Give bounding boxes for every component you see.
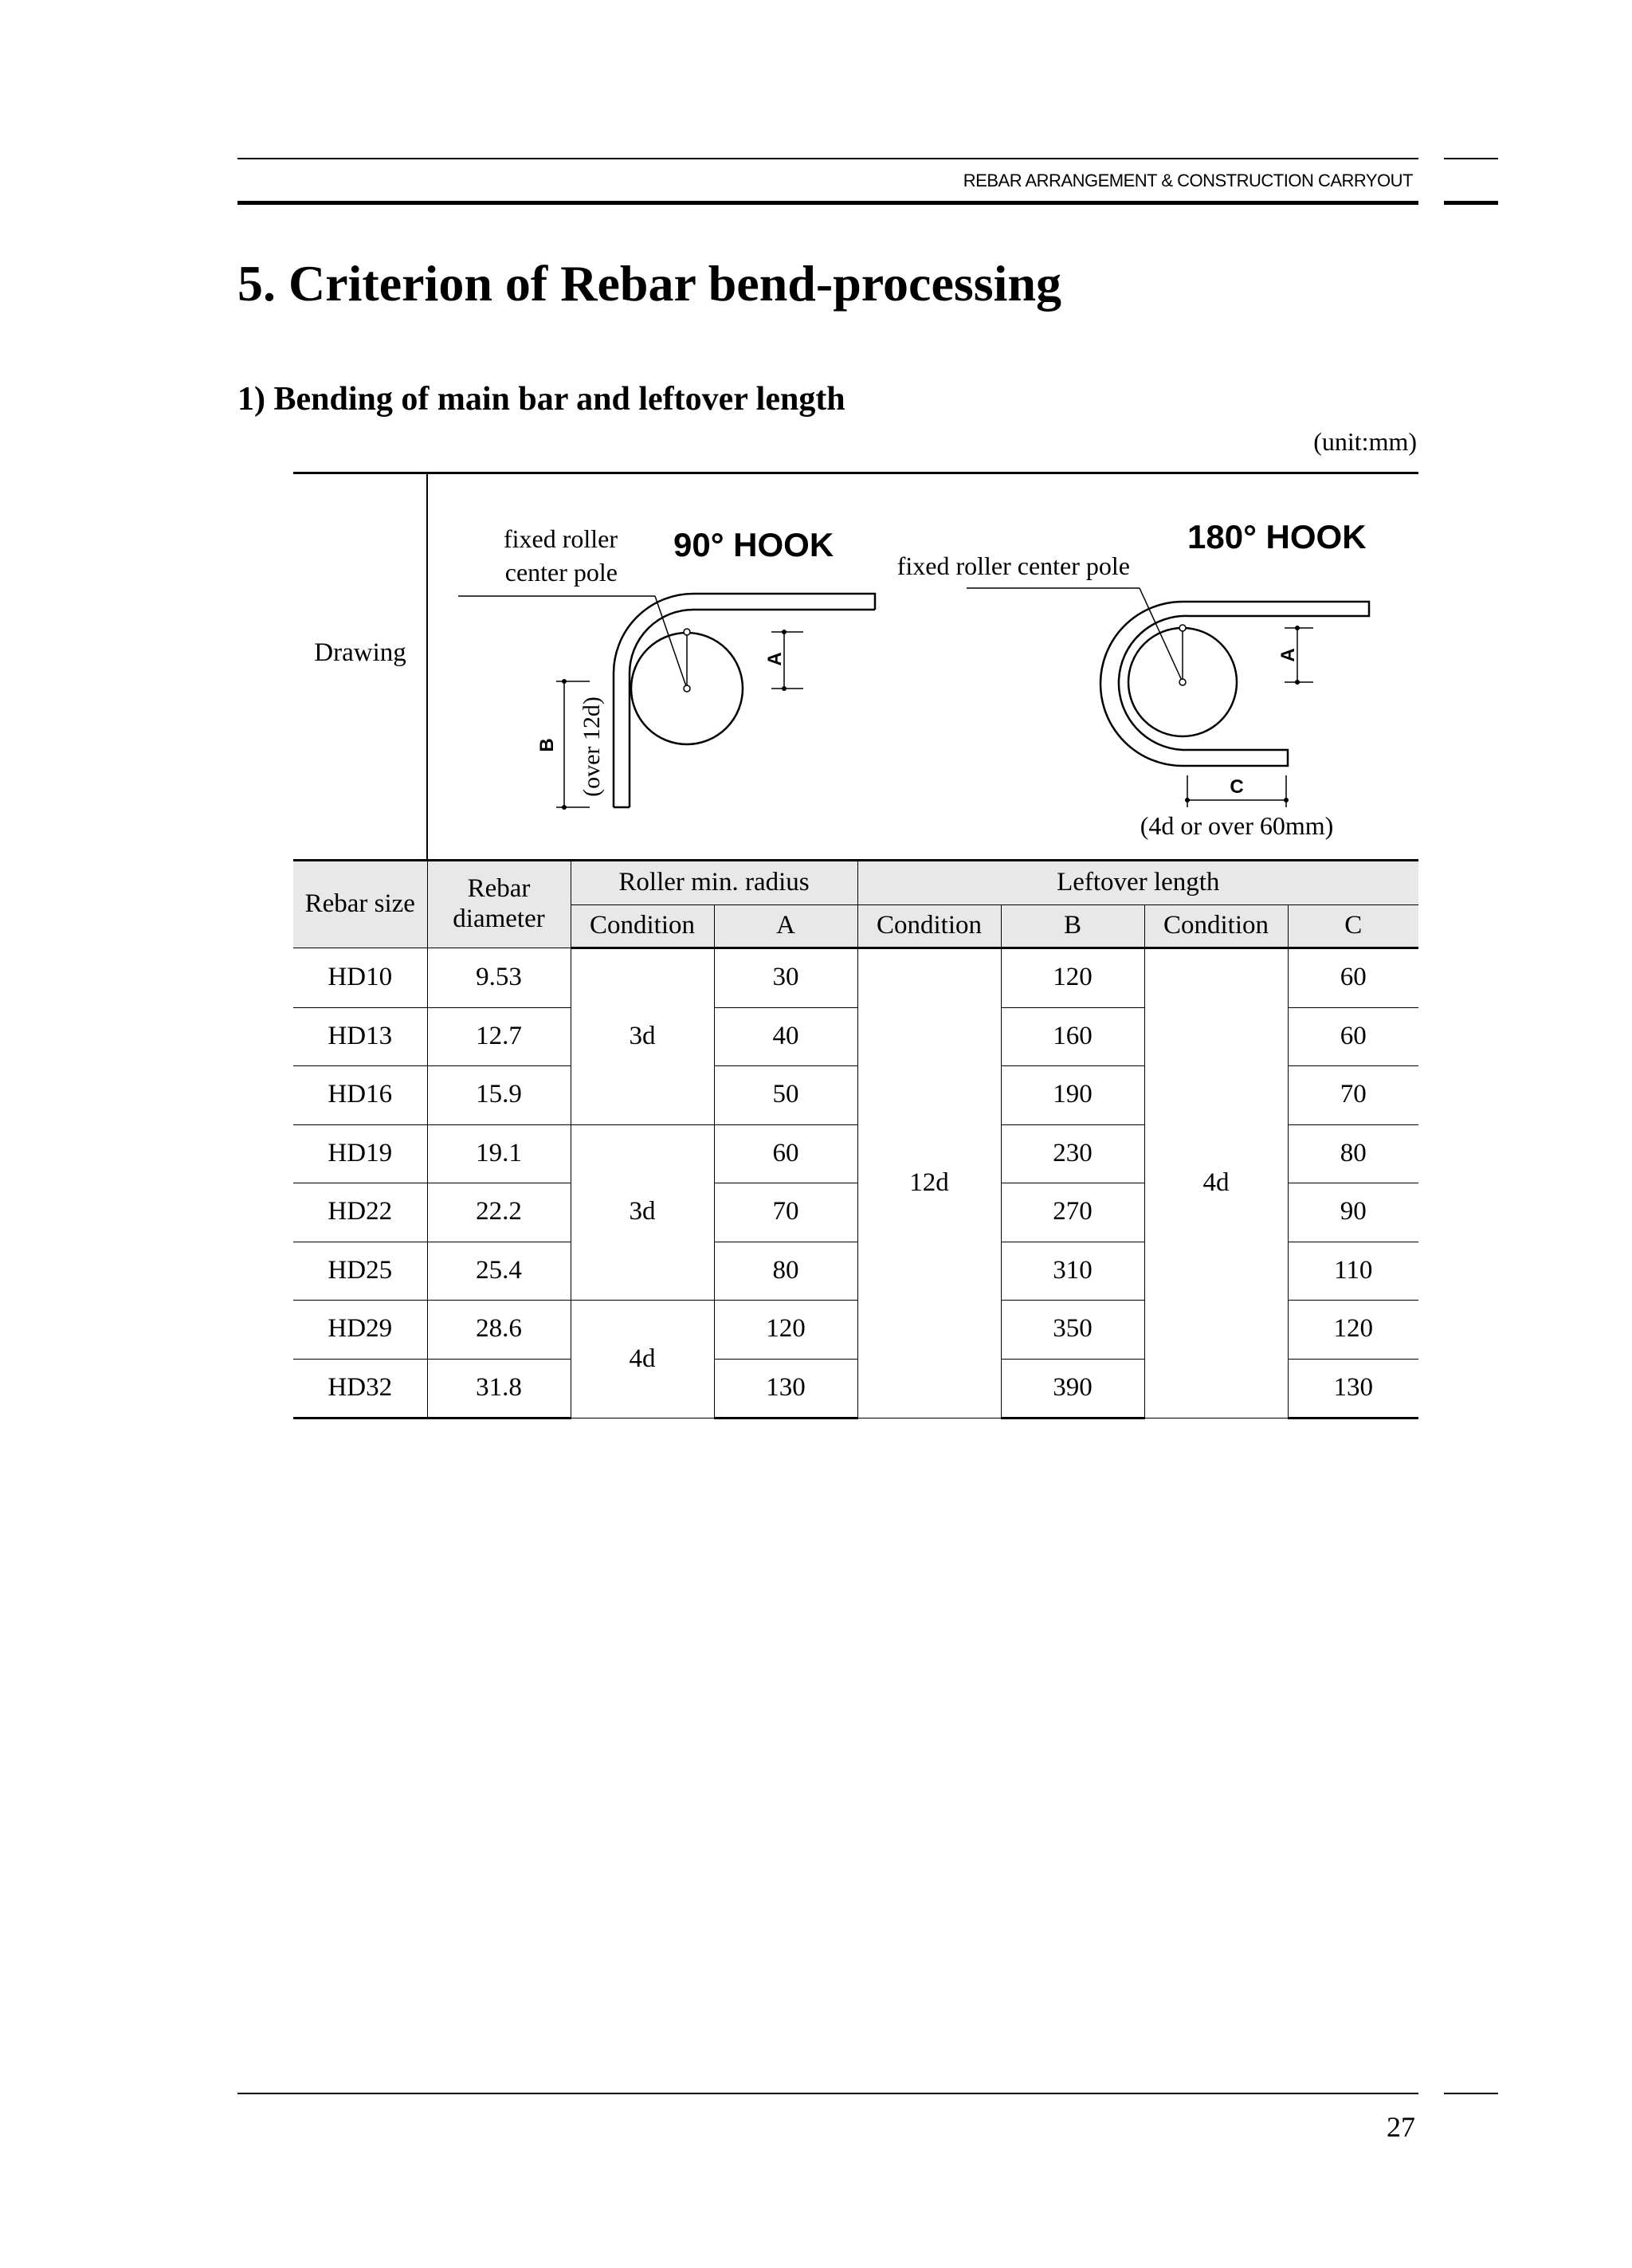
cell-roller-condition: 3d — [571, 948, 714, 1125]
hook-diagrams — [293, 474, 1418, 863]
hook-90-dim-b-label: B — [536, 738, 558, 752]
header-roller-min-radius: Roller min. radius — [571, 861, 857, 905]
footer-rule — [237, 2093, 1418, 2094]
cell-diameter: 31.8 — [427, 1359, 571, 1418]
cell-a: 70 — [714, 1183, 857, 1242]
hook-90-bar-inner — [630, 610, 875, 807]
cell-size: HD32 — [293, 1359, 427, 1418]
cell-b: 230 — [1001, 1124, 1144, 1183]
cell-size: HD19 — [293, 1124, 427, 1183]
cell-diameter: 15.9 — [427, 1066, 571, 1125]
hook-90-bar-outer — [614, 594, 875, 807]
cell-diameter: 12.7 — [427, 1007, 571, 1066]
header-leftover-length: Leftover length — [857, 861, 1418, 905]
cell-a: 80 — [714, 1242, 857, 1301]
cell-size: HD22 — [293, 1183, 427, 1242]
cell-c: 130 — [1288, 1359, 1418, 1418]
table-row — [293, 948, 1418, 1008]
cell-a: 120 — [714, 1301, 857, 1360]
cell-a: 40 — [714, 1007, 857, 1066]
hook-90-pole-label-line2: center pole — [504, 558, 618, 587]
header-rule-thick — [237, 201, 1418, 205]
cell-diameter: 25.4 — [427, 1242, 571, 1301]
cell-c: 120 — [1288, 1301, 1418, 1360]
header-rule-thin — [237, 158, 1418, 159]
hook-90-title: 90° HOOK — [673, 526, 834, 563]
cell-diameter: 28.6 — [427, 1301, 571, 1360]
cell-size: HD25 — [293, 1242, 427, 1301]
cell-size: HD10 — [293, 948, 427, 1008]
hook-90-diagram — [458, 594, 875, 807]
cell-diameter: 22.2 — [427, 1183, 571, 1242]
cell-b: 160 — [1001, 1007, 1144, 1066]
cell-c: 60 — [1288, 1007, 1418, 1066]
header-rebar-diameter — [427, 861, 571, 948]
hook-90-pole-label-line1: fixed roller — [503, 524, 618, 553]
cell-c: 110 — [1288, 1242, 1418, 1301]
cell-b: 270 — [1001, 1183, 1144, 1242]
section-title: 1) Bending of main bar and leftover length — [237, 381, 845, 418]
hook-180-diagram — [967, 588, 1369, 807]
drawing-row-label: Drawing — [314, 638, 406, 667]
header-c: C — [1288, 905, 1418, 948]
hook-180-dim-a-label: A — [1277, 648, 1299, 662]
hook-180-dim-c-note: (4d or over 60mm) — [1140, 811, 1334, 840]
header-rule-thin-margin — [1444, 158, 1498, 159]
cell-size: HD29 — [293, 1301, 427, 1360]
rebar-bend-table — [293, 859, 1418, 1419]
unit-note: (unit:mm) — [1313, 427, 1417, 456]
cell-a: 30 — [714, 948, 857, 1008]
cell-c-condition: 4d — [1144, 948, 1288, 1418]
cell-b: 120 — [1001, 948, 1144, 1008]
cell-c: 80 — [1288, 1124, 1418, 1183]
hook-180-dim-c-label: C — [1230, 776, 1244, 798]
cell-a: 50 — [714, 1066, 857, 1125]
cell-diameter: 9.53 — [427, 948, 571, 1008]
header-b: B — [1001, 905, 1144, 948]
drawing-row — [293, 472, 1418, 863]
cell-size: HD13 — [293, 1007, 427, 1066]
hook-180-title: 180° HOOK — [1187, 518, 1367, 555]
hook-180-pole-label: fixed roller center pole — [896, 551, 1130, 580]
cell-roller-condition: 4d — [571, 1301, 714, 1418]
cell-b: 390 — [1001, 1359, 1144, 1418]
hook-180-bar-outer — [1100, 602, 1369, 766]
cell-b: 350 — [1001, 1301, 1144, 1360]
cell-a: 130 — [714, 1359, 857, 1418]
header-rebar-diameter-line1: Rebar — [467, 874, 531, 904]
cell-roller-condition: 3d — [571, 1124, 714, 1301]
cell-diameter: 19.1 — [427, 1124, 571, 1183]
header-rebar-size: Rebar size — [293, 861, 427, 948]
cell-b-condition: 12d — [857, 948, 1001, 1418]
header-roller-condition: Condition — [571, 905, 714, 948]
running-header: REBAR ARRANGEMENT & CONSTRUCTION CARRYOUT — [963, 171, 1413, 190]
cell-c: 60 — [1288, 948, 1418, 1008]
hook-90-dim-a-label: A — [764, 652, 786, 666]
cell-b: 190 — [1001, 1066, 1144, 1125]
page-title: 5. Criterion of Rebar bend-processing — [237, 255, 1062, 312]
header-rule-thick-margin — [1444, 201, 1498, 205]
footer-rule-margin — [1444, 2093, 1498, 2094]
cell-size: HD16 — [293, 1066, 427, 1125]
cell-c: 70 — [1288, 1066, 1418, 1125]
header-b-condition: Condition — [857, 905, 1001, 948]
header-rebar-diameter-line2: diameter — [453, 904, 545, 933]
cell-a: 60 — [714, 1124, 857, 1183]
cell-b: 310 — [1001, 1242, 1144, 1301]
cell-c: 90 — [1288, 1183, 1418, 1242]
page-number: 27 — [1387, 2111, 1415, 2143]
hook-90-dim-b-note: (over 12d) — [579, 696, 605, 797]
header-c-condition: Condition — [1144, 905, 1288, 948]
header-a: A — [714, 905, 857, 948]
